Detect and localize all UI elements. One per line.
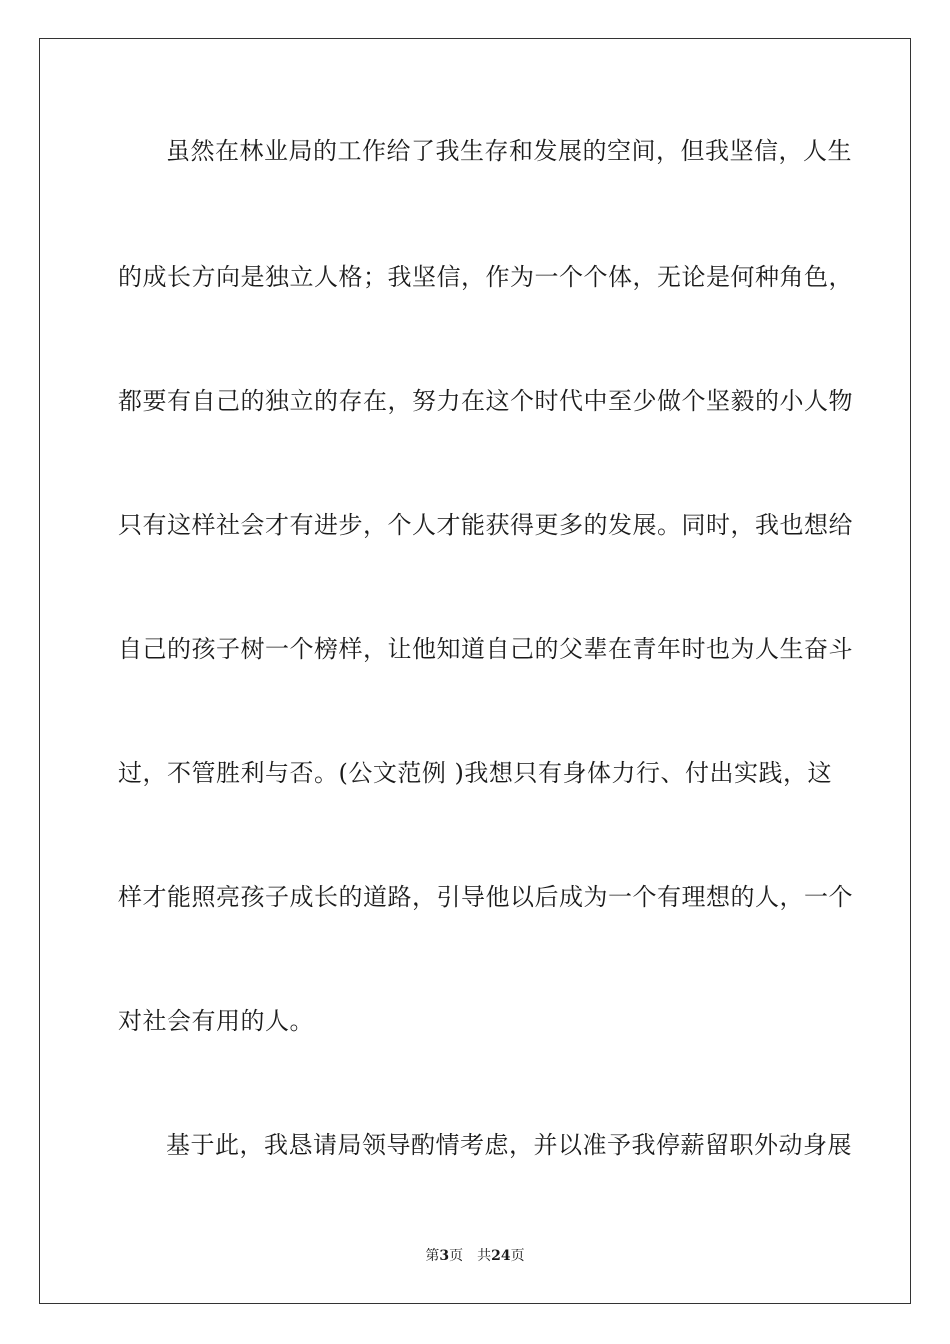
total-label-suffix: 页 — [510, 1248, 525, 1264]
page-label-suffix: 页 — [449, 1248, 464, 1264]
paragraph-line: 虽然在林业局的工作给了我生存和发展的空间，但我坚信，人生 — [166, 137, 852, 165]
paragraph-line: 都要有自己的独立的存在，努力在这个时代中至少做个坚毅的小人物 — [118, 387, 853, 415]
page-number: 3 — [439, 1248, 450, 1264]
paragraph-line: 样才能照亮孩子成长的道路，引导他以后成为一个有理想的人，一个 — [118, 883, 853, 911]
paragraph-line: 只有这样社会才有进步，个人才能获得更多的发展。同时，我也想给 — [118, 511, 853, 539]
page-footer — [0, 1246, 950, 1266]
paragraph-line: 过，不管胜利与否。(公文范例 )我想只有身体力行、付出实践，这 — [118, 759, 832, 787]
total-label-prefix: 共 — [477, 1248, 492, 1264]
page-border — [39, 38, 911, 1304]
paragraph-line: 基于此，我恳请局领导酌情考虑，并以准予我停薪留职外动身展 — [166, 1131, 852, 1159]
paragraph-line: 的成长方向是独立人格；我坚信，作为一个个体，无论是何种角色， — [118, 263, 853, 291]
paragraph-line: 对社会有用的人。 — [118, 1007, 314, 1035]
paragraph-line: 自己的孩子树一个榜样，让他知道自己的父辈在青年时也为人生奋斗 — [118, 635, 853, 663]
total-pages: 24 — [491, 1248, 511, 1264]
page-label-prefix: 第 — [425, 1248, 440, 1264]
